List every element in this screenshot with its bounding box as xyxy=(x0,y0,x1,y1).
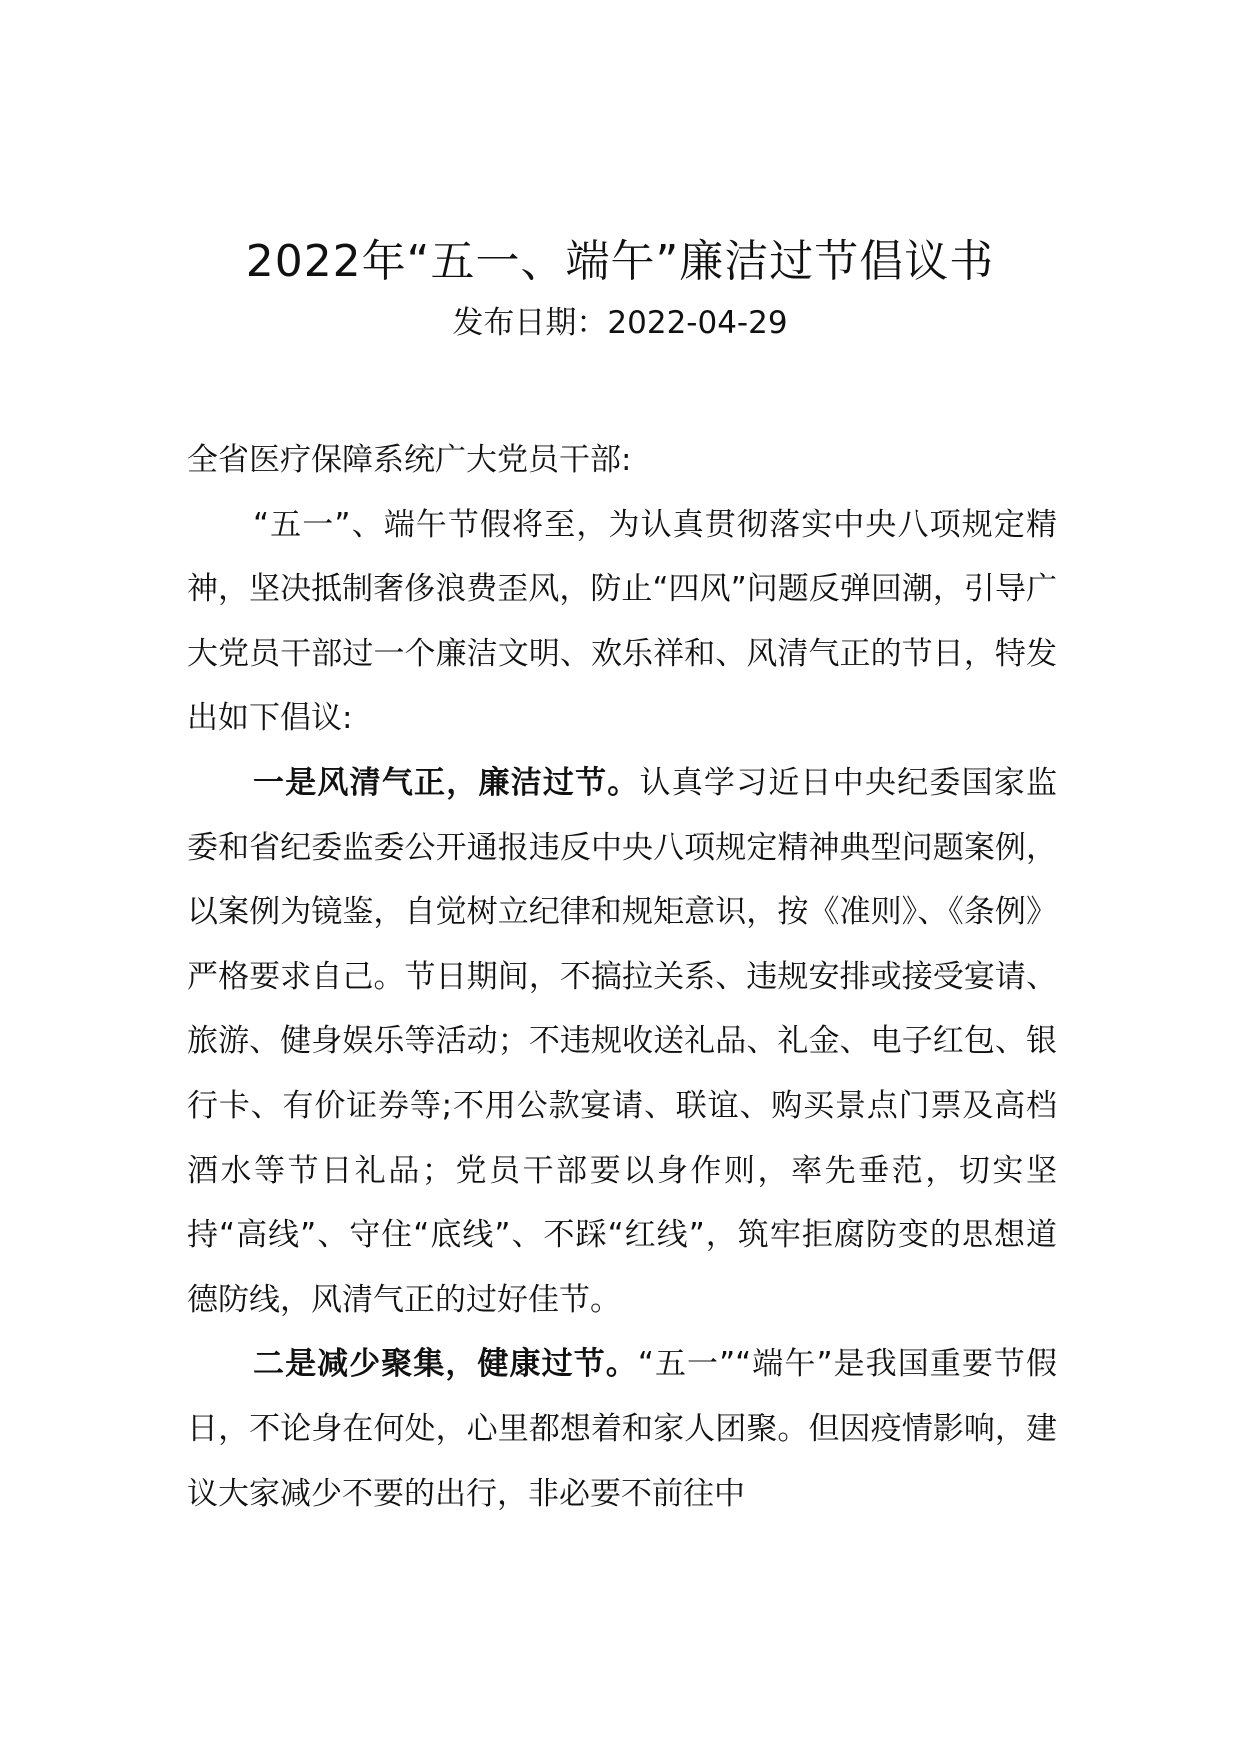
publish-date: 发布日期：2022-04-29 xyxy=(452,305,788,341)
section-1-heading: 一是风清气正，廉洁过节。 xyxy=(253,764,640,801)
document-title: 2022年“五一、端午”廉洁过节倡议书 xyxy=(245,236,995,287)
section-2-paragraph xyxy=(187,1332,1057,1526)
section-1-paragraph xyxy=(187,751,1057,1332)
section-1-text: 认真学习近日中央纪委国家监委和省纪委监委公开通报违反中央八项规定精神典型问题案例，以案例为镜鉴，自觉树立纪律和规矩意识，按《准则》、《条例》严格要求自己。节日期间，不搞拉关系、违规安排或接受宴请、旅游、健身娱乐等活动；不违规收送礼品、礼金、电子红包、银行卡、有价证券等;不用公款宴请、联谊、购买景点门票及高档酒水等节日礼品；党员干部要以身作则，率先垂范，切实坚持“高线”、守住“底线”、不踩“红线”，筑牢拒腐防变的思想道德防线，风清气正的过好佳节。 xyxy=(187,764,1057,1318)
intro-paragraph: “五一”、端午节假将至，为认真贯彻落实中央八项规定精神，坚决抵制奢侈浪费歪风，防止“四风”问题反弹回潮，引导广大党员干部过一个廉洁文明、欢乐祥和、风清气正的节日，特发出如下倡议: xyxy=(187,506,1057,737)
salutation: 全省医疗保障系统广大党员干部: xyxy=(187,442,632,478)
section-2-text: “五一”“端午”是我国重要节假日，不论身在何处，心里都想着和家人团聚。但因疫情影响，建议大家减少不要的出行，非必要不前往中 xyxy=(187,1346,1057,1512)
document-body xyxy=(187,428,1057,1526)
section-2-heading: 二是减少聚集，健康过节。 xyxy=(253,1346,638,1383)
